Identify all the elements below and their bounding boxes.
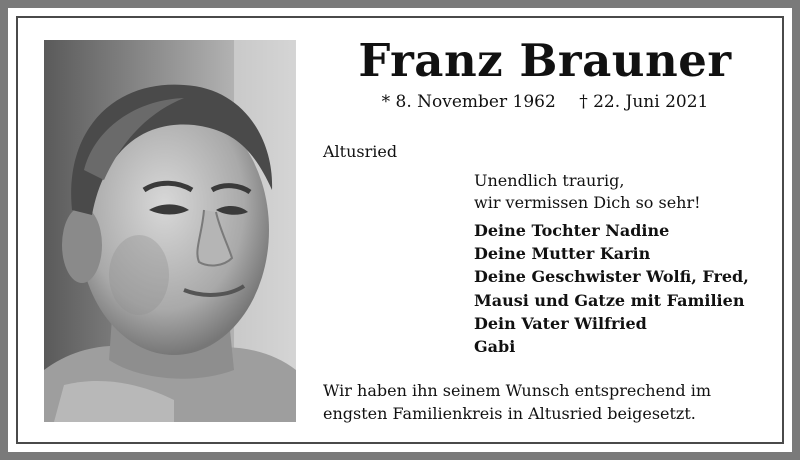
mourner-entry: Deine Tochter Nadine	[474, 221, 670, 240]
closing-line: engsten Familienkreis in Altusried beigesetzt.	[323, 404, 696, 423]
portrait-image	[44, 40, 296, 422]
deceased-name: Franz Brauner	[358, 34, 732, 87]
mourner-entry: Deine Mutter Karin	[474, 244, 651, 264]
portrait-photo	[44, 40, 296, 422]
mourner-entry: Deine Geschwister Wolfi, Fred,	[474, 267, 749, 287]
mourner-entry: Dein Vater Wilfried	[474, 313, 647, 333]
mourner-entry: Mausi und Gatze mit Familien	[474, 290, 745, 310]
birth-date: * 8. November 1962	[381, 92, 556, 112]
mourners-list	[474, 219, 749, 358]
mourner-entry: Gabi	[474, 337, 516, 357]
place-of-residence: Altusried	[323, 142, 398, 161]
death-date: † 22. Juni 2021	[579, 92, 709, 112]
closing-line: Wir haben ihn seinem Wunsch entsprechend im	[323, 381, 711, 400]
quote-line: wir vermissen Dich so sehr!	[474, 193, 701, 212]
closing-statement	[323, 379, 711, 425]
life-dates	[325, 92, 765, 112]
quote-line: Unendlich traurig,	[474, 171, 625, 190]
memorial-quote	[474, 170, 701, 214]
